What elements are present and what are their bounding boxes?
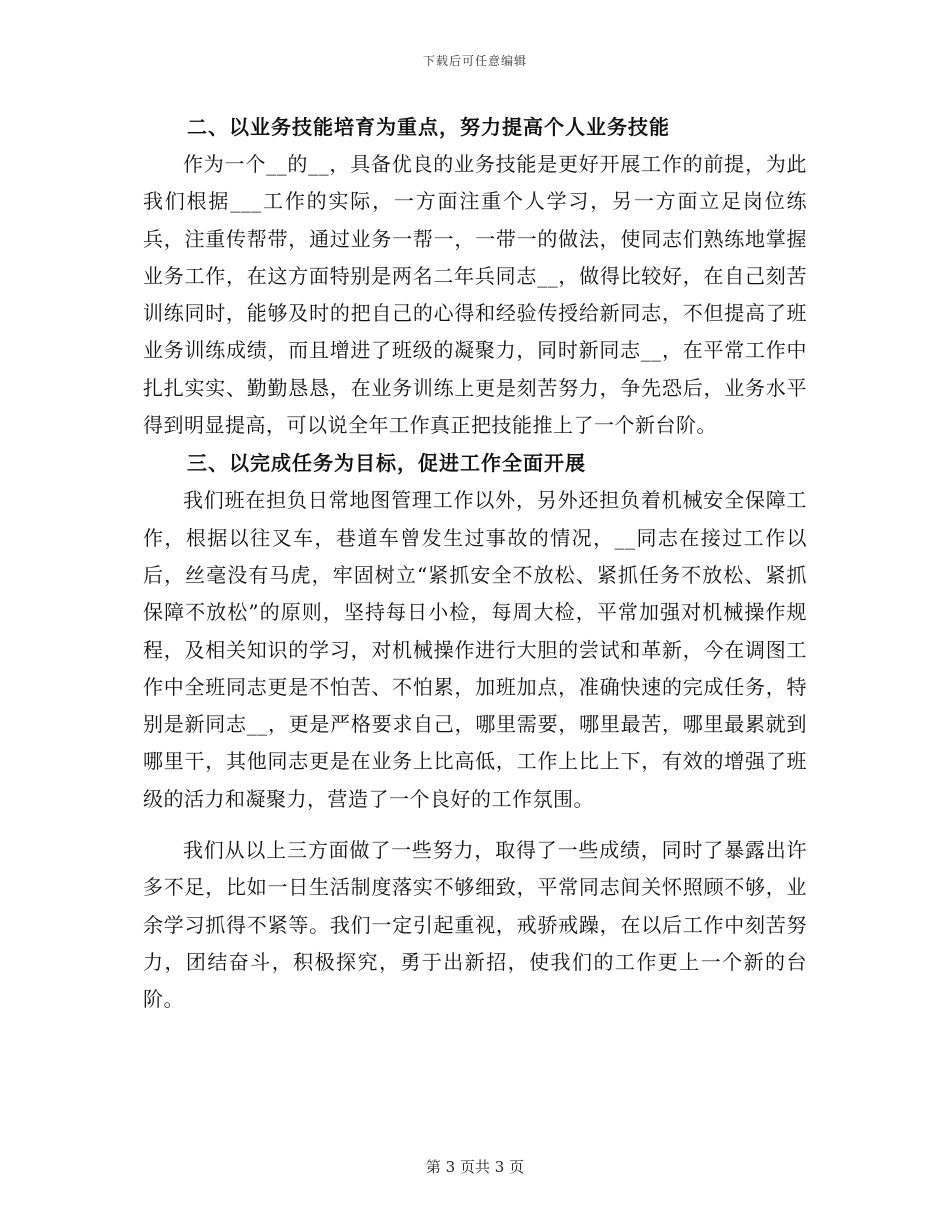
section-3-paragraph: 我们班在担负日常地图管理工作以外，另外还担负着机械安全保障工作，根据以往叉车，巷道车曾发生过事故的情况，__同志在接过工作以后，丝毫没有马虎，牢固树立“紧抓安全不放松、紧抓任务不放松、紧抓保障不放松”的原则，坚持每日小检，每周大检，平常加强对机械操作规程，及相关知识的学习，对机械操作进行大胆的尝试和革新，今在调图工作中全班同志更是不怕苦、不怕累，加班加点，准确快速的完成任务，特别是新同志__，更是严格要求自己，哪里需要，哪里最苦，哪里最累就到哪里干，其他同志更是在业务上比高低，工作上比上下，有效的增强了班级的活力和凝聚力，营造了一个良好的工作氛围。 <box>143 488 807 811</box>
section-heading-3: 三、以完成任务为目标，促进工作全面开展 <box>187 451 586 476</box>
section-heading-2: 二、以业务技能培育为重点，努力提高个人业务技能 <box>187 115 670 139</box>
page-number-footer: 第 3 页共 3 页 <box>425 1158 525 1176</box>
page-header-note: 下载后可任意编辑 <box>422 54 527 68</box>
section-2-paragraph: 作为一个__的__，具备优良的业务技能是更好开展工作的前提，为此我们根据___工作的实际，一方面注重个人学习，另一方面立足岗位练兵，注重传帮带，通过业务一帮一，一带一的做法，使同志们熟练地掌握业务工作，在这方面特别是两名二年兵同志__，做得比较好，在自己刻苦训练同时，能够及时的把自己的心得和经验传授给新同志，不但提高了班业务训练成绩，而且增进了班级的凝聚力，同时新同志__，在平常工作中扎扎实实、勤勤恳恳，在业务训练上更是刻苦努力，争先恐后，业务水平得到明显提高，可以说全年工作真正把技能推上了一个新台阶。 <box>143 152 807 438</box>
document-body <box>143 108 807 1019</box>
closing-paragraph: 我们从以上三方面做了一些努力，取得了一些成绩，同时了暴露出许多不足，比如一日生活制度落实不够细致，平常同志间关怀照顾不够，业余学习抓得不紧等。我们一定引起重视，戒骄戒躁，在以后工作中刻苦努力，团结奋斗，积极探究，勇于出新招，使我们的工作更上一个新的台阶。 <box>143 838 807 1012</box>
